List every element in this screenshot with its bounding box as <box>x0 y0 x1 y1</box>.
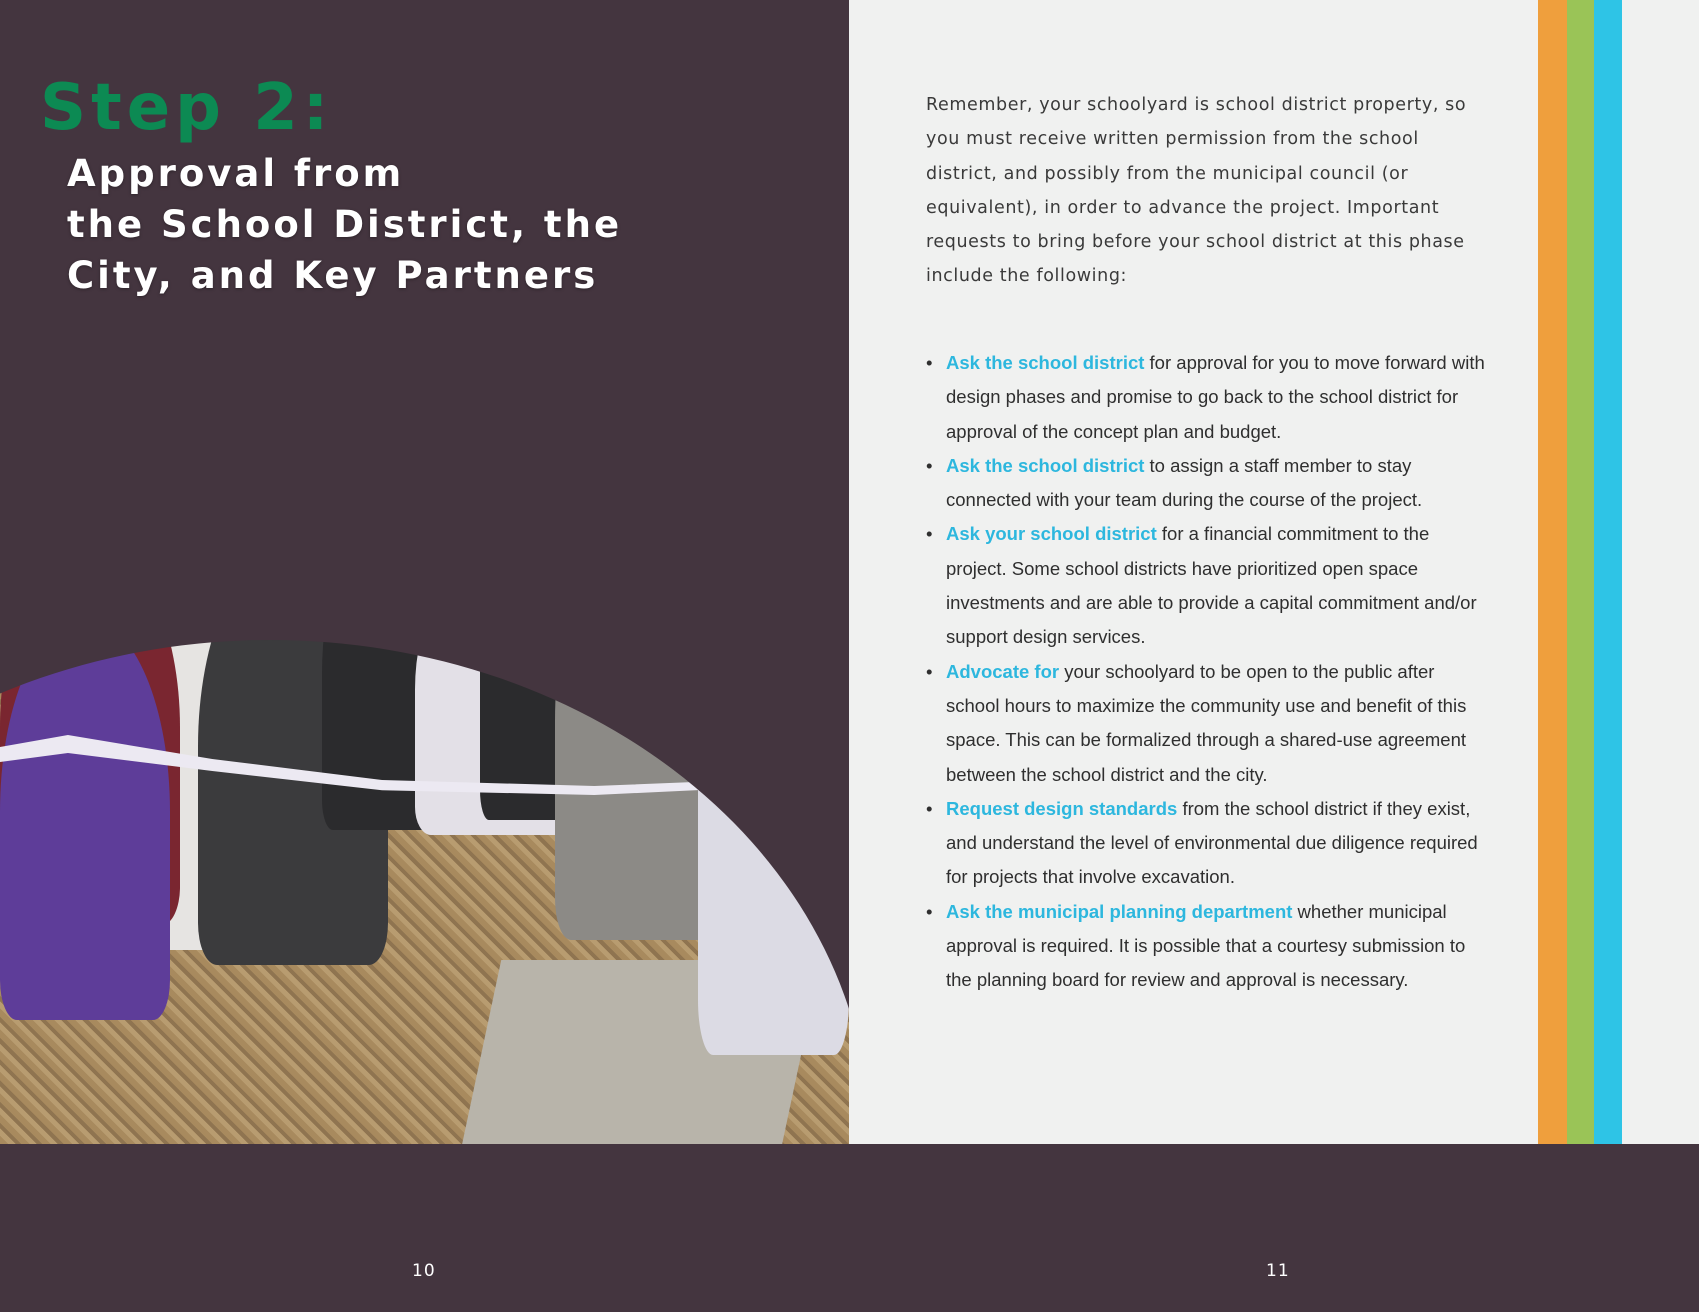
bullet-text: for approval for you to move forward with design phases and promise to go back to the school district for approval of the concept plan and budget. <box>946 352 1485 442</box>
bullet-highlight: Ask your school district <box>946 523 1157 545</box>
orange-stripe <box>1538 0 1567 1144</box>
photo-sunglasses <box>104 453 162 465</box>
bullet-icon: • <box>926 660 933 682</box>
subheading-line: Approval from <box>67 152 405 195</box>
bullet-icon: • <box>926 900 933 922</box>
photo-sunglasses <box>262 505 322 517</box>
list-item <box>926 517 1486 654</box>
list-item <box>926 895 1486 998</box>
photo-person-head <box>10 555 82 641</box>
bullet-text: for a financial commitment to the project. Some school districts have prioritized open space investments and are able to provide a capital commitment and/or support design services. <box>946 523 1477 648</box>
subheading-line: City, and Key Partners <box>67 254 599 297</box>
request-list <box>926 346 1486 998</box>
green-stripe <box>1567 0 1594 1144</box>
photo-window <box>180 395 248 463</box>
section-title <box>40 72 760 301</box>
photo-doorway <box>590 345 708 433</box>
list-item <box>926 655 1486 792</box>
bullet-text: to assign a staff member to stay connected with your team during the course of the project. <box>946 454 1423 511</box>
bullet-highlight: Request design standards <box>946 797 1178 819</box>
blue-stripe <box>1594 0 1622 1144</box>
bullet-text: from the school district if they exist, and understand the level of environmental due diligence required for projects that involve excavation. <box>946 797 1478 888</box>
step-heading: Step 2: <box>40 71 334 145</box>
bullet-icon: • <box>926 454 933 476</box>
photo-person-head <box>262 478 328 558</box>
bullet-highlight: Ask the school district <box>946 352 1145 373</box>
bullet-highlight: Advocate for <box>946 660 1060 682</box>
step-subheading <box>67 148 760 301</box>
bullet-icon: • <box>926 797 933 819</box>
bullet-highlight: Ask the school district <box>946 454 1145 476</box>
bullet-text: whether municipal approval is required. It is possible that a courtesy submission to the planning board for review and approval is necessary. <box>946 900 1466 991</box>
page-number-right: 11 <box>1266 1261 1290 1281</box>
bullet-highlight: Ask the municipal planning department <box>946 900 1293 922</box>
photo-sunglasses <box>758 458 828 470</box>
bullet-text: your schoolyard to be open to the public after school hours to maximize the community use and benefit of this space. This can be formalized through a shared-use agreement between the school district and the city. <box>946 660 1467 785</box>
page-number-left: 10 <box>412 1261 436 1281</box>
bullet-icon: • <box>926 352 933 373</box>
photo-sunglasses <box>602 474 662 486</box>
list-item <box>926 792 1486 895</box>
photo-sunglasses <box>482 477 536 489</box>
footer-band <box>0 1144 1699 1312</box>
photo-sunglasses <box>345 492 401 504</box>
intro-paragraph: Remember, your schoolyard is school district property, so you must receive written permission from the school district, and possibly from the municipal council (or equivalent), in order to advance the project. Important requests to bring before your school district at this phase include the following: <box>926 95 1467 287</box>
list-item <box>926 346 1486 449</box>
bullet-icon: • <box>926 523 933 545</box>
photo-sunglasses <box>40 503 96 515</box>
list-item <box>926 449 1486 518</box>
subheading-line: the School District, the <box>67 203 623 246</box>
